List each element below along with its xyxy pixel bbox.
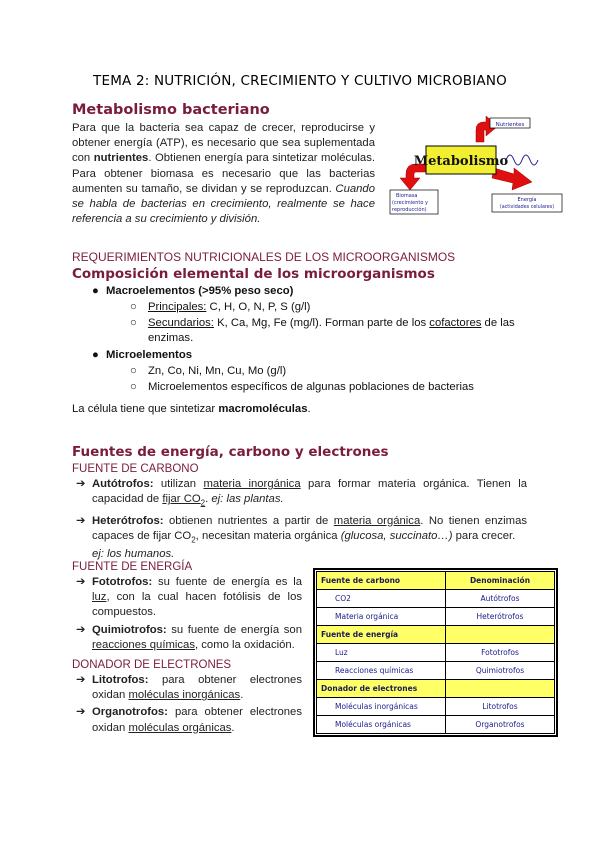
quimiotrofos-label: Quimiotrofos: (92, 623, 167, 636)
table-section-row (317, 626, 555, 644)
principales-label: Principales: (148, 300, 207, 313)
biomasa-l2: (crecimiento y (392, 200, 428, 206)
micro-item-2-text: Microelementos específicos de algunas poblaciones de bacterias (148, 380, 474, 393)
table-row (317, 590, 555, 608)
text: . (231, 721, 235, 734)
metabolismo-label: Metabolismo (413, 154, 509, 169)
table-row (317, 608, 555, 626)
micro-sublist (92, 364, 532, 395)
macroelementos-item: ● Macroelementos (>95% peso seco) (92, 285, 294, 297)
moleculas-inorganicas-u: moléculas inorgánicas (128, 689, 241, 702)
clasificacion-table (316, 571, 555, 734)
litotrofos-label: Litotrofos: (92, 674, 149, 686)
secundarios-text: K, Ca, Mg, Fe (mg/l). Forman parte de los (213, 316, 430, 329)
text: . (205, 493, 212, 506)
autotrofos-item: ➔ Autótrofos: utilizan materia inorgánica para formar materia orgánica. Tienen la capacidad de fijar $CO_2$. ej: las plantas. (76, 478, 528, 508)
luz-u: luz (92, 591, 107, 604)
heterotrofos-examples: (glucosa, succinato…) (340, 529, 453, 542)
table-cell: Materia orgánica (317, 608, 446, 626)
principales-item: ○ Principales: C, H, O, N, P, S (g/l) (130, 300, 311, 313)
biomasa-l1: Biomasa (396, 193, 418, 199)
metabolismo-heading: Metabolismo bacteriano (72, 102, 270, 118)
table-section-row (317, 680, 555, 698)
text: La célula tiene que sintetizar (72, 403, 219, 415)
text: , como la oxidación. (194, 638, 295, 651)
text: su fuente de energía es la (152, 576, 302, 588)
table-cell: Moléculas orgánicas (317, 716, 446, 734)
heterotrofos-label: Heterótrofos: (92, 514, 164, 527)
quimiotrofos-item: ➔ Quimiotrofos: su fuente de energía son reacciones químicas, como la oxidación. (76, 623, 302, 651)
table-row (317, 716, 555, 734)
requerimientos-heading: REQUERIMIENTOS NUTRICIONALES DE LOS MICROORGANISMOS (72, 250, 456, 264)
secundarios-text-end: de las enzimas. (148, 316, 515, 344)
nutrientes-bold: nutrientes (93, 152, 149, 165)
table-cell: Autótrofos (446, 590, 555, 608)
macromoleculas-bold: macromoléculas (218, 403, 308, 415)
text: para formar materia orgánica. Tienen la capacidad de (92, 478, 528, 506)
metabolismo-paragraph (72, 121, 375, 227)
table-cell: Organotrofos (446, 716, 555, 734)
fuentes-heading: Fuentes de energía, carbono y electrones (72, 444, 389, 460)
text: obtienen nutrientes a partir de (163, 514, 334, 527)
table-cell: Luz (317, 644, 446, 662)
metabolismo-diagram-svg (386, 112, 566, 224)
table-row (317, 644, 555, 662)
organotrofos-label: Organotrofos: (92, 706, 168, 719)
energia-l1: Energía (517, 197, 537, 203)
metabolismo-diagram (386, 112, 566, 224)
donador-heading: DONADOR DE ELECTRONES (72, 659, 232, 671)
heterotrofos-item: ➔ Heterótrofos: obtienen nutrientes a partir de materia orgánica. No tienen enzimas capaces de fijar $CO_2$, necesitan materia orgánica (glucosa, succinato…) para crecer. ej: los humanos. (76, 514, 527, 561)
macro-label: Macroelementos (>95% peso seco) (106, 285, 294, 297)
text: para crecer. (452, 529, 516, 542)
energy-wave-icon (506, 155, 538, 165)
fototrofos-item: ➔ Fototrofos: su fuente de energía es la luz, con la cual hacen fotólisis de los compuestos. (76, 576, 302, 619)
table-cell: Reacciones químicas (317, 662, 446, 680)
table-section-cell (446, 680, 555, 698)
fuente-carbono-heading: FUENTE DE CARBONO (72, 463, 199, 475)
materia-organica-u: materia orgánica (333, 514, 421, 527)
table-section-cell: Donador de electrones (317, 680, 446, 698)
table-header-cell: Denominación (446, 572, 555, 590)
text: , con la cual hacen fotólisis de los compuestos. (92, 591, 302, 619)
energia-arrow (492, 168, 532, 190)
autotrofos-example: ej: las plantas. (211, 493, 284, 506)
fuente-energia-heading: FUENTE DE ENERGÍA (72, 561, 193, 573)
text: para obtener electrones oxidan (92, 674, 302, 702)
page-title: TEMA 2: NUTRICIÓN, CRECIMIENTO Y CULTIVO MICROBIANO (93, 73, 507, 89)
italic-note: Cuando se habla de bacterias en crecimiento, realmente se hace referencia a su crecimiento y división. (72, 182, 375, 226)
co2-cell-text: CO2 (335, 594, 351, 603)
micro-item-1: ○ Zn, Co, Ni, Mn, Cu, Mo (g/l) (130, 364, 287, 377)
macro-sublist (92, 300, 532, 347)
text: . (307, 403, 311, 415)
donador-list (76, 673, 302, 736)
text: . Obtienen energía para sintetizar moléculas. Para obtener biomasa es necesario que las bacterias aumenten su tamaño, se dividan y se reproduzcan. (72, 152, 375, 195)
text: su fuente de energía son (166, 623, 302, 636)
text: Para que la bacteria sea capaz de crecer, reproducirse y obtener energía (ATP), es necesario que sea suplementada con (72, 122, 375, 165)
co2-subscript: 2 (200, 498, 206, 508)
sintesis-line (72, 403, 311, 415)
text: para obtener electrones oxidan (92, 706, 302, 734)
clasificacion-table-frame (313, 568, 558, 737)
table-section-cell: Fuente de energía (317, 626, 446, 644)
nutrientes-label: Nutrientes (495, 122, 525, 128)
composicion-heading: Composición elemental de los microorganismos (72, 266, 435, 282)
table-section-cell (446, 626, 555, 644)
reacciones-quimicas-u: reacciones químicas (92, 638, 195, 651)
micro-item-2: ○ Microelementos específicos de algunas poblaciones de bacterias (130, 380, 474, 393)
table-cell: Litotrofos (446, 698, 555, 716)
co2-subscript: 2 (191, 535, 196, 545)
text: , necesitan materia orgánica (195, 529, 341, 542)
text: . (240, 689, 244, 702)
text: utilizan (153, 478, 204, 490)
heterotrofos-example: ej: los humanos. (92, 548, 175, 561)
litotrofos-item: ➔ Litotrofos: para obtener electrones oxidan moléculas inorgánicas. (76, 674, 302, 702)
table-cell: Moléculas inorgánicas (317, 698, 446, 716)
text: . No tienen enzimas capaces de fijar CO (92, 514, 527, 542)
materia-inorganica-u: materia inorgánica (203, 478, 301, 490)
table-cell (317, 590, 446, 608)
fototrofos-label: Fototrofos: (92, 576, 153, 588)
table-cell: Heterótrofos (446, 608, 555, 626)
principales-text: C, H, O, N, P, S (g/l) (206, 300, 311, 313)
autotrofos-label: Autótrofos: (92, 478, 154, 490)
energia-l2: (actividades celulares) (499, 205, 555, 210)
organotrofos-item: ➔ Organotrofos: para obtener electrones oxidan moléculas orgánicas. (76, 706, 302, 734)
table-row (317, 662, 555, 680)
biomasa-l3: reproducción) (392, 207, 427, 213)
fijar-co2-u: fijar CO (162, 493, 201, 506)
table-cell: Fototrofos (446, 644, 555, 662)
micro-label: Microelementos (106, 349, 193, 362)
table-row (317, 698, 555, 716)
micro-item-1-text: Zn, Co, Ni, Mn, Cu, Mo (g/l) (148, 364, 287, 377)
carbono-list (76, 477, 527, 563)
table-cell: Quimiotrofos (446, 662, 555, 680)
secundarios-item: ○ Secundarios: K, Ca, Mg, Fe (mg/l). Forman parte de los cofactores de las enzimas. (130, 316, 515, 344)
table-header-row (317, 572, 555, 590)
energia-list (76, 575, 302, 653)
microelementos-item: ● Microelementos (92, 349, 193, 362)
table-header-cell: Fuente de carbono (317, 572, 446, 590)
cofactores-underlined: cofactores (429, 316, 482, 329)
elementos-list (92, 284, 532, 395)
moleculas-organicas-u: moléculas orgánicas (128, 721, 232, 734)
secundarios-label: Secundarios: (148, 316, 214, 329)
